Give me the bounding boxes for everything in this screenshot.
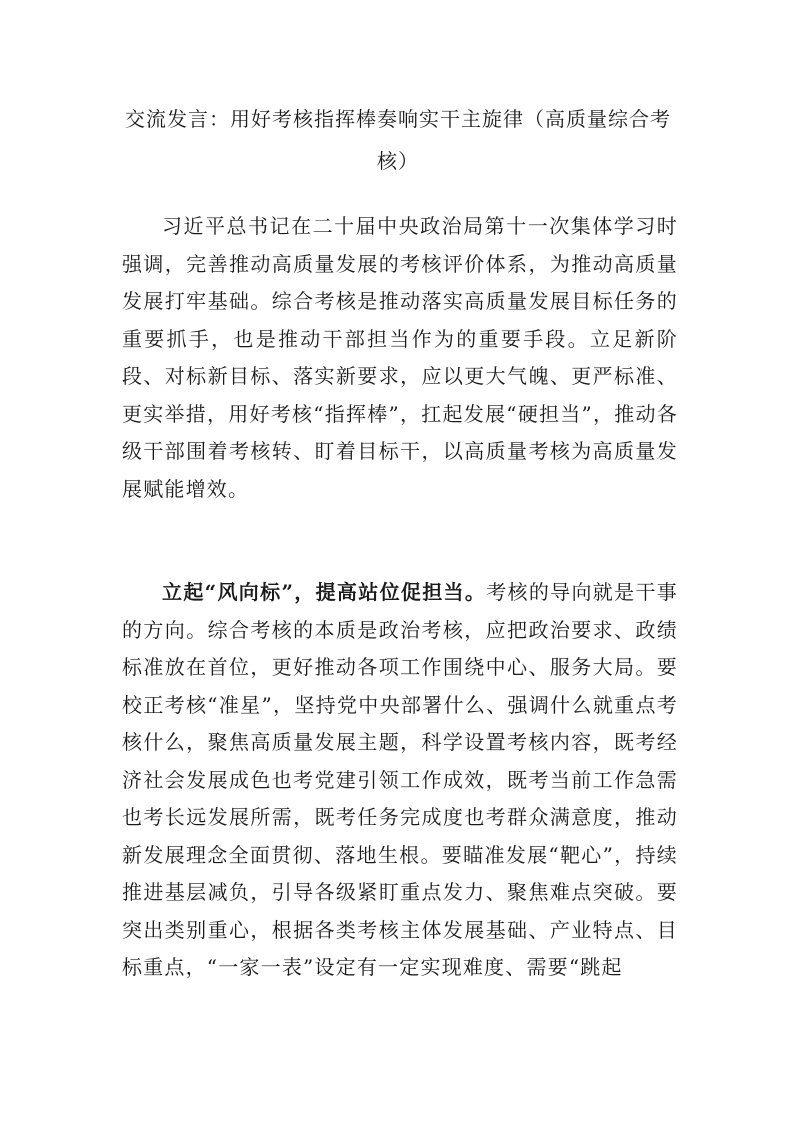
paragraph-intro	[122, 208, 678, 508]
paragraph-lead-heading: 立起“风向标”，提高站位促担当。	[162, 580, 487, 604]
document-title: 交流发言：用好考核指挥棒奏响实干主旋律（高质量综合考核）	[125, 107, 671, 173]
paragraph-body: 考核的导向就是干事的方向。综合考核的本质是政治考核，应把政治要求、政绩标准放在首位，更好推动各项工作围绕中心、服务大局。要校正考核“准星”，坚持党中央部署什么、强调什么就重点考核什么，聚焦高质量发展主题，科学设置考核内容，既考经济社会发展成色也考党建引领工作成效，既考当前工作急需也考长远发展所需，既考任务完成度也考群众满意度，推动新发展理念全面贯彻、落地生根。要瞄准发展“靶心”，持续推进基层减负，引导各级紧盯重点发力、聚焦难点突破。要突出类别重心，根据各类考核主体发展基础、产业特点、目标重点，“一家一表”设定有一定实现难度、需要“跳起	[122, 580, 678, 979]
paragraph-section-1	[122, 574, 678, 987]
paragraph-body: 习近平总书记在二十届中央政治局第十一次集体学习时强调，完善推动高质量发展的考核评价体系，为推动高质量发展打牢基础。综合考核是推动落实高质量发展目标任务的重要抓手，也是推动干部担当作为的重要手段。立足新阶段、对标新目标、落实新要求，应以更大气魄、更严标准、更实举措，用好考核“指挥棒”，扛起发展“硬担当”，推动各级干部围着考核转、盯着目标干，以高质量考核为高质量发展赋能增效。	[122, 214, 678, 501]
